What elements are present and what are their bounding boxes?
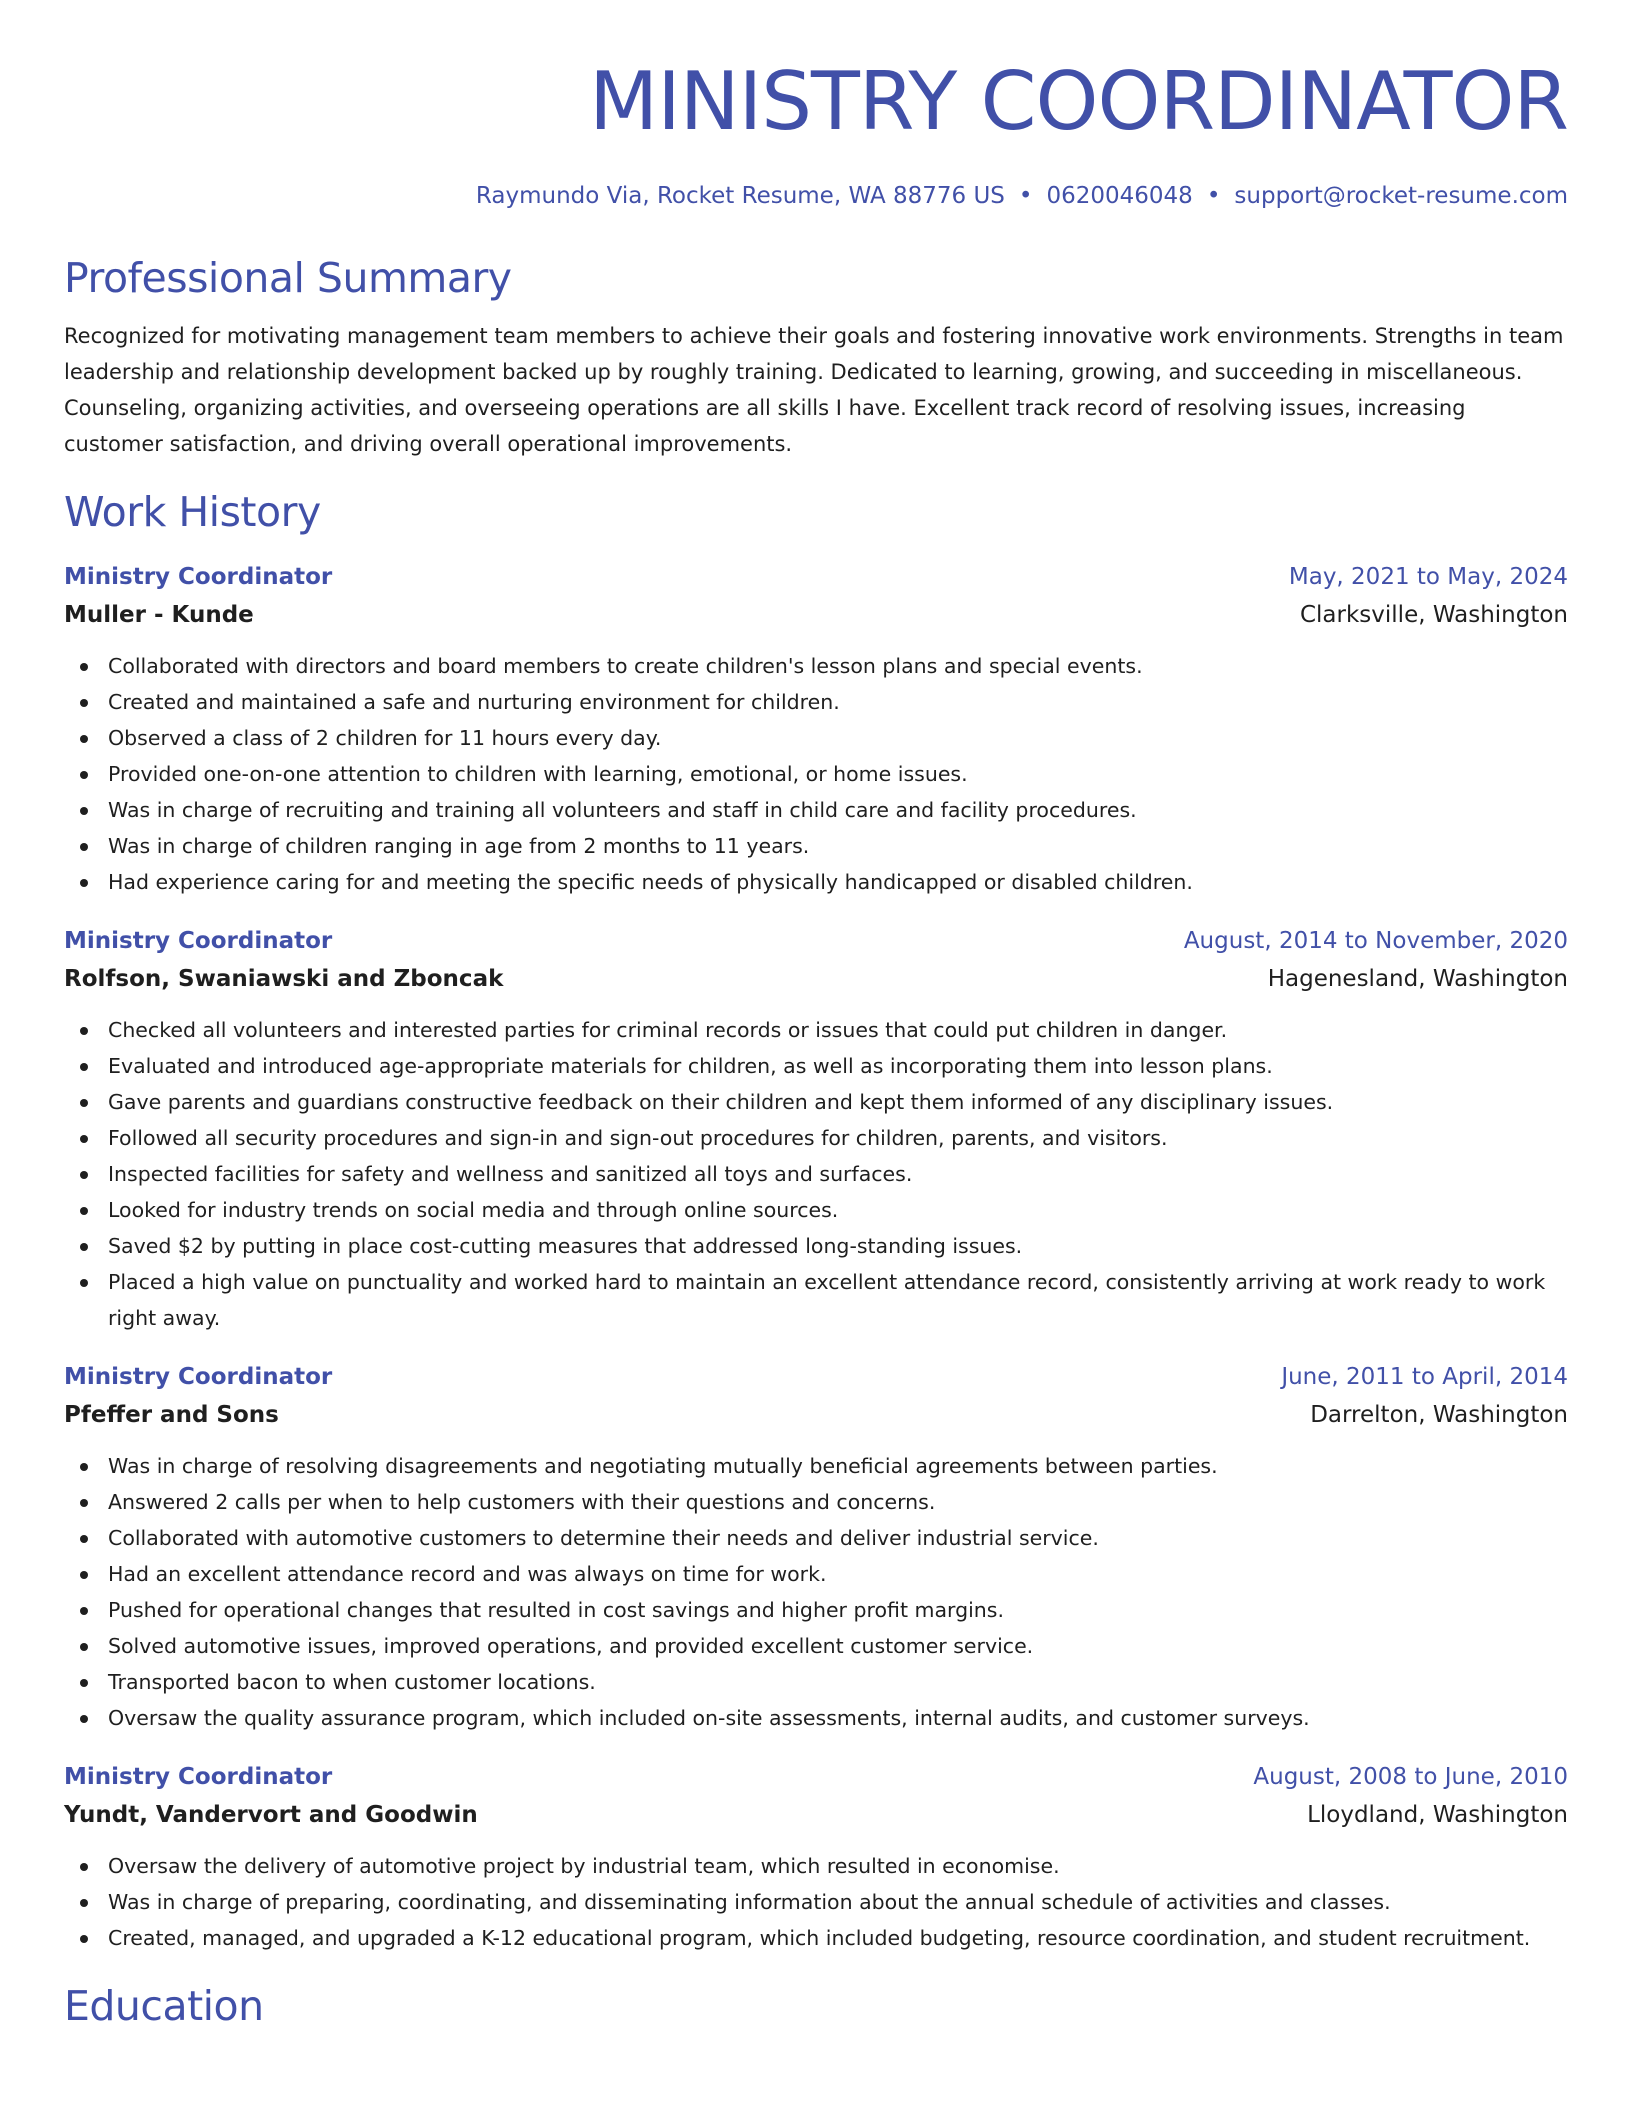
job-bullet: Gave parents and guardians constructive feedback on their children and kept them informed of any disciplinary issues. <box>108 1084 1568 1120</box>
job-company: Muller - Kunde <box>64 602 254 628</box>
job-company-row <box>64 596 1568 634</box>
job-bullet: Had an excellent attendance record and was always on time for work. <box>108 1556 1568 1592</box>
job-bullet: Collaborated with automotive customers to determine their needs and deliver industrial service. <box>108 1520 1568 1556</box>
job-bullet: Pushed for operational changes that resulted in cost savings and higher profit margins. <box>108 1592 1568 1628</box>
contact-address: Raymundo Via, Rocket Resume, WA 88776 US <box>475 183 1005 209</box>
job-bullet: Solved automotive issues, improved operations, and provided excellent customer service. <box>108 1628 1568 1664</box>
job-bullet: Transported bacon to when customer locations. <box>108 1664 1568 1700</box>
job-bullet: Provided one-on-one attention to children with learning, emotional, or home issues. <box>108 756 1568 792</box>
job-company: Pfeffer and Sons <box>64 1402 279 1428</box>
job-bullet: Evaluated and introduced age-appropriate materials for children, as well as incorporating them into lesson plans. <box>108 1048 1568 1084</box>
job-title-row <box>64 1358 1568 1396</box>
job-role: Ministry Coordinator <box>64 1364 333 1390</box>
job-bullet: Was in charge of preparing, coordinating, and disseminating information about the annual schedule of activities and classes. <box>108 1884 1568 1920</box>
contact-phone: 0620046048 <box>1046 183 1193 209</box>
job-bullet: Checked all volunteers and interested parties for criminal records or issues that could put children in danger. <box>108 1012 1568 1048</box>
job-dates: May, 2021 to May, 2024 <box>1288 564 1568 590</box>
contact-separator: • <box>1206 183 1221 209</box>
contact-line <box>64 180 1568 212</box>
job-title-row <box>64 922 1568 960</box>
job-location: Hagenesland, Washington <box>1267 966 1568 992</box>
work-history-heading: Work History <box>64 488 321 536</box>
job-role: Ministry Coordinator <box>64 1764 333 1790</box>
job-bullet: Was in charge of resolving disagreements and negotiating mutually beneficial agreements between parties. <box>108 1448 1568 1484</box>
job-title-row <box>64 558 1568 596</box>
job-bullet: Inspected facilities for safety and wellness and sanitized all toys and surfaces. <box>108 1156 1568 1192</box>
job-company-row <box>64 1396 1568 1434</box>
job-bullet: Created, managed, and upgraded a K-12 educational program, which included budgeting, resource coordination, and student recruitment. <box>108 1920 1568 1956</box>
job-role: Ministry Coordinator <box>64 564 333 590</box>
education-heading: Education <box>64 1982 264 2030</box>
contact-email: support@rocket-resume.com <box>1234 183 1568 209</box>
job-role: Ministry Coordinator <box>64 928 333 954</box>
job-bullet: Observed a class of 2 children for 11 hours every day. <box>108 720 1568 756</box>
job-bullet: Saved $2 by putting in place cost-cutting measures that addressed long-standing issues. <box>108 1228 1568 1264</box>
job-bullet-list <box>64 1848 1568 1956</box>
job-entry <box>64 558 1568 900</box>
job-title-row <box>64 1758 1568 1796</box>
job-company-row <box>64 1796 1568 1834</box>
job-dates: August, 2014 to November, 2020 <box>1183 928 1568 954</box>
resume-page <box>64 50 1568 2032</box>
job-bullet-list <box>64 1448 1568 1736</box>
job-bullet: Created and maintained a safe and nurturing environment for children. <box>108 684 1568 720</box>
job-bullet: Was in charge of children ranging in age from 2 months to 11 years. <box>108 828 1568 864</box>
contact-separator: • <box>1018 183 1033 209</box>
job-bullet: Oversaw the quality assurance program, which included on-site assessments, internal audits, and customer surveys. <box>108 1700 1568 1736</box>
job-bullet: Looked for industry trends on social media and through online sources. <box>108 1192 1568 1228</box>
job-bullet-list <box>64 648 1568 900</box>
job-company: Rolfson, Swaniawski and Zboncak <box>64 966 504 992</box>
job-location: Darrelton, Washington <box>1310 1402 1568 1428</box>
resume-title: MINISTRY COORDINATOR <box>589 55 1568 148</box>
job-bullet: Had experience caring for and meeting the specific needs of physically handicapped or disabled children. <box>108 864 1568 900</box>
job-entry <box>64 1758 1568 1956</box>
job-entry <box>64 922 1568 1336</box>
summary-text: Recognized for motivating management team members to achieve their goals and fostering innovative work environments. Strengths in team leadership and relationship development backed up by roughly training. Dedicated to learning, growing, and succeeding in miscellaneous. Counseling, organizing activities, and overseeing operations are all skills I have. Excellent track record of resolving issues, increasing customer satisfaction, and driving overall operational improvements. <box>64 324 1564 456</box>
summary-heading: Professional Summary <box>64 254 512 302</box>
job-bullet: Was in charge of recruiting and training all volunteers and staff in child care and facility procedures. <box>108 792 1568 828</box>
job-bullet: Followed all security procedures and sign-in and sign-out procedures for children, parents, and visitors. <box>108 1120 1568 1156</box>
job-location: Lloydland, Washington <box>1307 1802 1568 1828</box>
job-company-row <box>64 960 1568 998</box>
job-bullet: Collaborated with directors and board members to create children's lesson plans and special events. <box>108 648 1568 684</box>
job-dates: August, 2008 to June, 2010 <box>1253 1764 1568 1790</box>
job-dates: June, 2011 to April, 2014 <box>1281 1364 1568 1390</box>
job-bullet: Answered 2 calls per when to help customers with their questions and concerns. <box>108 1484 1568 1520</box>
job-entry <box>64 1358 1568 1736</box>
job-company: Yundt, Vandervort and Goodwin <box>64 1802 478 1828</box>
job-bullet: Placed a high value on punctuality and worked hard to maintain an excellent attendance record, consistently arriving at work ready to work right away. <box>108 1264 1568 1336</box>
job-bullet: Oversaw the delivery of automotive project by industrial team, which resulted in economise. <box>108 1848 1568 1884</box>
work-history-list <box>64 558 1568 1956</box>
job-bullet-list <box>64 1012 1568 1336</box>
job-location: Clarksville, Washington <box>1299 602 1568 628</box>
